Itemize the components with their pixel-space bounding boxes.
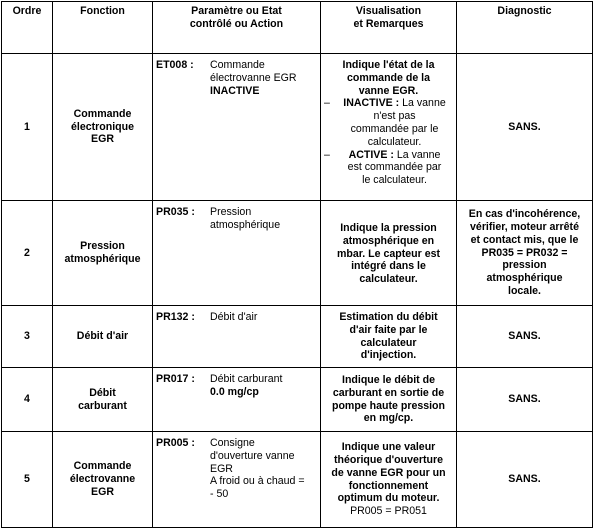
row1-parametre — [153, 54, 321, 201]
row5-diagnostic: SANS. — [457, 432, 593, 528]
row5-fonction-line1: Commande — [73, 460, 132, 473]
row1-vis-list — [324, 97, 453, 187]
table-row-4 — [2, 368, 593, 432]
row1-vis-item1-line1: La vanne — [402, 97, 446, 110]
row2-param-line1: Pression — [210, 206, 252, 218]
row5-vis-line3: de vanne EGR pour un — [331, 466, 446, 479]
row1-vis-line2: commande de la — [346, 71, 430, 84]
table-row-3 — [2, 306, 593, 368]
row1-ordre: 1 — [2, 54, 53, 201]
row2-vis-line5: calculateur. — [359, 273, 418, 286]
row3-parametre — [153, 306, 321, 368]
row2-vis-line4: intégré dans le — [351, 260, 426, 273]
row1-fonction-line3: EGR — [91, 133, 114, 146]
row4-parametre — [153, 368, 321, 432]
row2-diag-line7: locale. — [508, 284, 541, 297]
row2-diag-line1: En cas d'incohérence, — [468, 208, 581, 221]
row4-vis-line3: pompe haute pression — [331, 399, 446, 412]
row4-fonction-line2: carburant — [78, 399, 127, 412]
row3-vis-line3: calculateur — [360, 336, 417, 349]
header-visualisation-line2: et Remarques — [353, 17, 424, 30]
row1-vis-item2-bold: ACTIVE : — [348, 148, 394, 161]
row3-vis-line1: Estimation du débit — [339, 310, 438, 323]
row3-vis-line4: d'injection. — [360, 349, 417, 362]
row4-code: PR017 : — [156, 373, 195, 385]
row2-vis-line1: Indique la pression — [340, 222, 437, 234]
header-fonction: Fonction — [53, 2, 153, 54]
row2-code: PR035 : — [156, 206, 195, 218]
row3-vis-line2: d'air faite par le — [349, 323, 428, 336]
row1-fonction — [53, 54, 153, 201]
row4-fonction-line1: Débit — [89, 386, 116, 399]
row4-diagnostic: SANS. — [457, 368, 593, 432]
header-parametre — [153, 2, 321, 54]
row5-vis-line4: fonctionnement — [348, 479, 429, 492]
row4-param-line1: Débit carburant — [210, 373, 283, 385]
row1-vis-item2-line1: La vanne — [396, 148, 441, 161]
row4-vis-line4: en mg/cp. — [363, 412, 414, 425]
row3-code: PR132 : — [156, 311, 195, 323]
header-ordre: Ordre — [2, 2, 53, 54]
row5-param-line5: - 50 — [210, 488, 229, 501]
row4-fonction — [53, 368, 153, 432]
row1-vis-item1-line4: calculateur. — [367, 135, 422, 148]
row5-fonction — [53, 432, 153, 528]
row5-param-line4: A froid ou à chaud = — [210, 475, 305, 488]
row4-ordre: 4 — [2, 368, 53, 432]
row2-fonction — [53, 201, 153, 306]
row2-parametre — [153, 201, 321, 306]
row5-param-line1: Consigne — [210, 437, 255, 449]
row1-code: ET008 : — [156, 59, 194, 71]
row2-diagnostic — [457, 201, 593, 306]
row5-ordre: 5 — [2, 432, 53, 528]
row1-vis-item1-line3: commandée par le — [350, 122, 439, 135]
row2-vis-line3: mbar. Le capteur est — [336, 247, 441, 260]
row3-param-line1: Débit d'air — [210, 311, 258, 323]
diagnostic-table — [1, 1, 593, 528]
row5-fonction-line3: EGR — [91, 485, 114, 498]
row1-vis-item1-line2: n'est pas — [373, 110, 416, 123]
header-visualisation-line1: Visualisation — [355, 5, 422, 17]
row5-code: PR005 : — [156, 437, 195, 449]
table-header-row — [2, 2, 593, 54]
header-visualisation — [321, 2, 457, 54]
row1-diagnostic: SANS. — [457, 54, 593, 201]
row4-vis-line1: Indique le débit de — [342, 373, 435, 386]
table-row-1 — [2, 54, 593, 201]
row3-visualisation — [321, 306, 457, 368]
row5-vis-line2: théorique d'ouverture — [333, 453, 444, 466]
row5-vis-line6: PR005 = PR051 — [350, 505, 427, 518]
row4-param-value: 0.0 mg/cp — [210, 385, 259, 398]
row5-parametre — [153, 432, 321, 528]
row1-vis-line3: vanne EGR. — [358, 84, 419, 97]
row5-param-line2: d'ouverture vanne — [210, 449, 295, 462]
row3-diagnostic: SANS. — [457, 306, 593, 368]
row2-vis-line2: atmosphérique en — [342, 234, 435, 247]
table-row-5 — [2, 432, 593, 528]
row4-visualisation — [321, 368, 457, 432]
row2-fonction-line2: atmosphérique — [64, 253, 141, 265]
row2-ordre: 2 — [2, 201, 53, 306]
header-parametre-line1: Paramètre ou Etat — [191, 5, 282, 17]
row3-fonction-line1: Débit d'air — [76, 330, 129, 343]
header-diagnostic: Diagnostic — [457, 2, 593, 54]
row2-diag-line4: PR035 = PR032 = — [481, 246, 568, 259]
row1-visualisation — [321, 54, 457, 201]
row1-param-line3: INACTIVE — [210, 84, 260, 97]
row2-param-line2: atmosphérique — [210, 218, 281, 231]
row1-param-line1: Commande — [210, 59, 265, 71]
row5-fonction-line2: électrovanne — [69, 473, 136, 486]
row1-vis-item1-bold: INACTIVE : — [343, 97, 400, 110]
row2-diag-line6: atmosphérique — [486, 272, 563, 285]
row5-vis-line5: optimum du moteur. — [337, 492, 440, 505]
row3-fonction — [53, 306, 153, 368]
row1-vis-item-inactive: – INACTIVE : La vanne n'est pas commandée par le calculateur. — [324, 97, 453, 148]
row1-fonction-line2: électronique — [71, 120, 134, 133]
row5-vis-line1: Indique une valeur — [341, 441, 436, 454]
row5-param-line3: EGR — [210, 462, 233, 475]
row3-ordre: 3 — [2, 306, 53, 368]
row2-diag-line2: vérifier, moteur arrêté — [470, 221, 579, 233]
table-row-2 — [2, 201, 593, 306]
row5-visualisation — [321, 432, 457, 528]
row4-vis-line2: carburant en sortie de — [332, 386, 445, 399]
row2-diag-line5: pression — [502, 259, 547, 272]
row1-vis-line1: Indique l'état de la — [342, 59, 435, 71]
row1-vis-item2-line3: le calculateur. — [362, 174, 427, 187]
row2-diag-line3: et contact mis, que le — [470, 233, 579, 246]
row1-vis-item2-line2: est commandée par — [347, 161, 442, 174]
row1-param-line2: électrovanne EGR — [210, 71, 297, 84]
row2-visualisation — [321, 201, 457, 306]
row1-vis-item-active: – ACTIVE : La vanne est commandée par le calculateur. — [324, 149, 453, 187]
row2-fonction-line1: Pression — [80, 240, 125, 253]
header-parametre-line2: contrôlé ou Action — [189, 17, 284, 30]
row1-fonction-line1: Commande — [73, 107, 132, 120]
